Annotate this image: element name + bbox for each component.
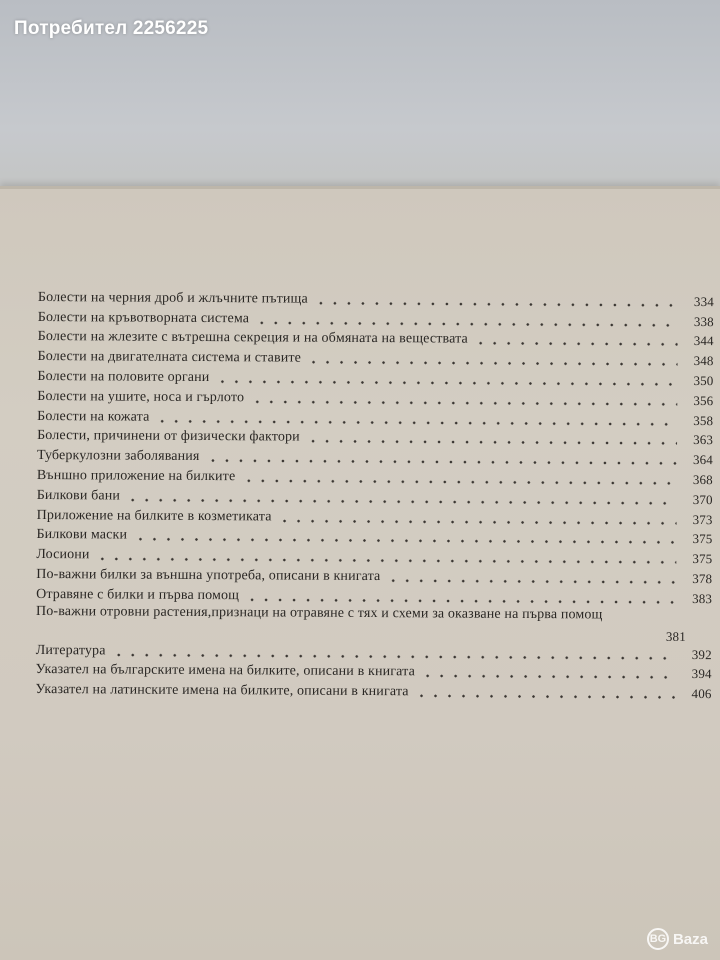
toc-entry — [35, 678, 711, 702]
dot-leader — [314, 301, 678, 306]
dot-leader — [155, 419, 677, 425]
toc-entry-page: 364 — [692, 452, 713, 468]
dot-leader — [278, 519, 677, 524]
toc-entry-page: 375 — [692, 531, 713, 547]
toc-entry-title: Туберкулозни заболявания — [36, 448, 200, 465]
dot-leader — [206, 459, 677, 465]
toc-entry-page: 363 — [693, 432, 714, 448]
toc-entry-title: Болести на жлезите с вътрешна секреция и на обмяната на веществата — [37, 329, 468, 348]
toc-entry-page: 394 — [691, 666, 712, 682]
toc-entry-title: Болести на кожата — [37, 408, 150, 425]
toc-entry-title: Болести на кръвотворната система — [37, 309, 250, 326]
toc-entry — [36, 603, 712, 643]
toc-entry-page: 356 — [693, 392, 714, 408]
toc-entry-title: Лосиони — [36, 547, 90, 563]
toc-entry-page: 370 — [692, 491, 713, 507]
dot-leader — [245, 598, 676, 604]
dot-leader — [415, 694, 676, 699]
dot-leader — [250, 400, 677, 406]
toc-entry-title: Болести, причинени от физически фактори — [37, 428, 300, 445]
toc-entry-page: 383 — [692, 590, 713, 606]
toc-entry-title: Отравяне с билки и първа помощ — [36, 586, 240, 603]
toc-entry-page: 381 — [665, 628, 686, 644]
toc-entry-page: 373 — [692, 511, 713, 527]
logo-badge-icon: BG — [647, 928, 669, 950]
toc-entry-title: Болести на ушите, носа и гърлото — [37, 388, 245, 406]
toc-entry-page: 368 — [692, 471, 713, 488]
toc-entry-page: 378 — [692, 570, 713, 587]
dot-leader — [112, 653, 676, 659]
toc-entry-title: По-важни отровни растения,признаци на отравяне с тях и схеми за оказване на първа помощ — [35, 603, 603, 623]
toc-entry-title: Външно приложение на билките — [36, 467, 236, 485]
toc-entry-page: 348 — [693, 353, 714, 369]
dot-leader — [386, 579, 676, 584]
toc-entry-title: Болести на половите органи — [37, 368, 210, 386]
toc-entry-title: Болести на черния дроб и жлъчните пътища — [37, 289, 308, 307]
toc-entry-page: 350 — [693, 372, 714, 389]
toc-entry-page: 392 — [691, 646, 712, 662]
table-of-contents — [35, 286, 714, 702]
toc-entry-title: Билкови бани — [36, 487, 121, 504]
toc-entry-title: Болести на двигателната система и ставите — [37, 349, 302, 366]
toc-entry-page: 334 — [693, 293, 714, 309]
dot-leader — [307, 361, 678, 366]
toc-entry-title: Указател на латинските имена на билките, описани в книгата — [35, 682, 409, 700]
toc-entry-title: Приложение на билките в козметиката — [36, 507, 272, 524]
user-watermark: Потребител 2256225 — [14, 18, 209, 39]
toc-entry-page: 358 — [693, 412, 714, 428]
toc-entry-title: Билкови маски — [36, 527, 128, 543]
dot-leader — [474, 342, 678, 346]
toc-entry-page: 344 — [693, 333, 714, 349]
dot-leader — [255, 321, 678, 327]
dot-leader — [241, 479, 677, 485]
toc-entry-page: 375 — [692, 551, 713, 567]
toc-entry-title: По-важни билки за външна употреба, описани в книгата — [36, 566, 381, 585]
toc-entry-page: 406 — [691, 686, 712, 702]
toc-entry-title: Литература — [35, 642, 106, 658]
page-edge — [0, 186, 720, 189]
dot-leader — [215, 380, 677, 386]
site-logo — [647, 928, 708, 950]
dot-leader — [421, 675, 676, 680]
dot-leader — [126, 498, 677, 504]
dot-leader — [133, 538, 676, 544]
toc-entry-title: Указател на българските имена на билките, описани в книгата — [35, 662, 416, 680]
dot-leader — [306, 440, 677, 445]
toc-entry-page: 338 — [693, 313, 714, 329]
logo-text: Baza — [672, 930, 708, 948]
